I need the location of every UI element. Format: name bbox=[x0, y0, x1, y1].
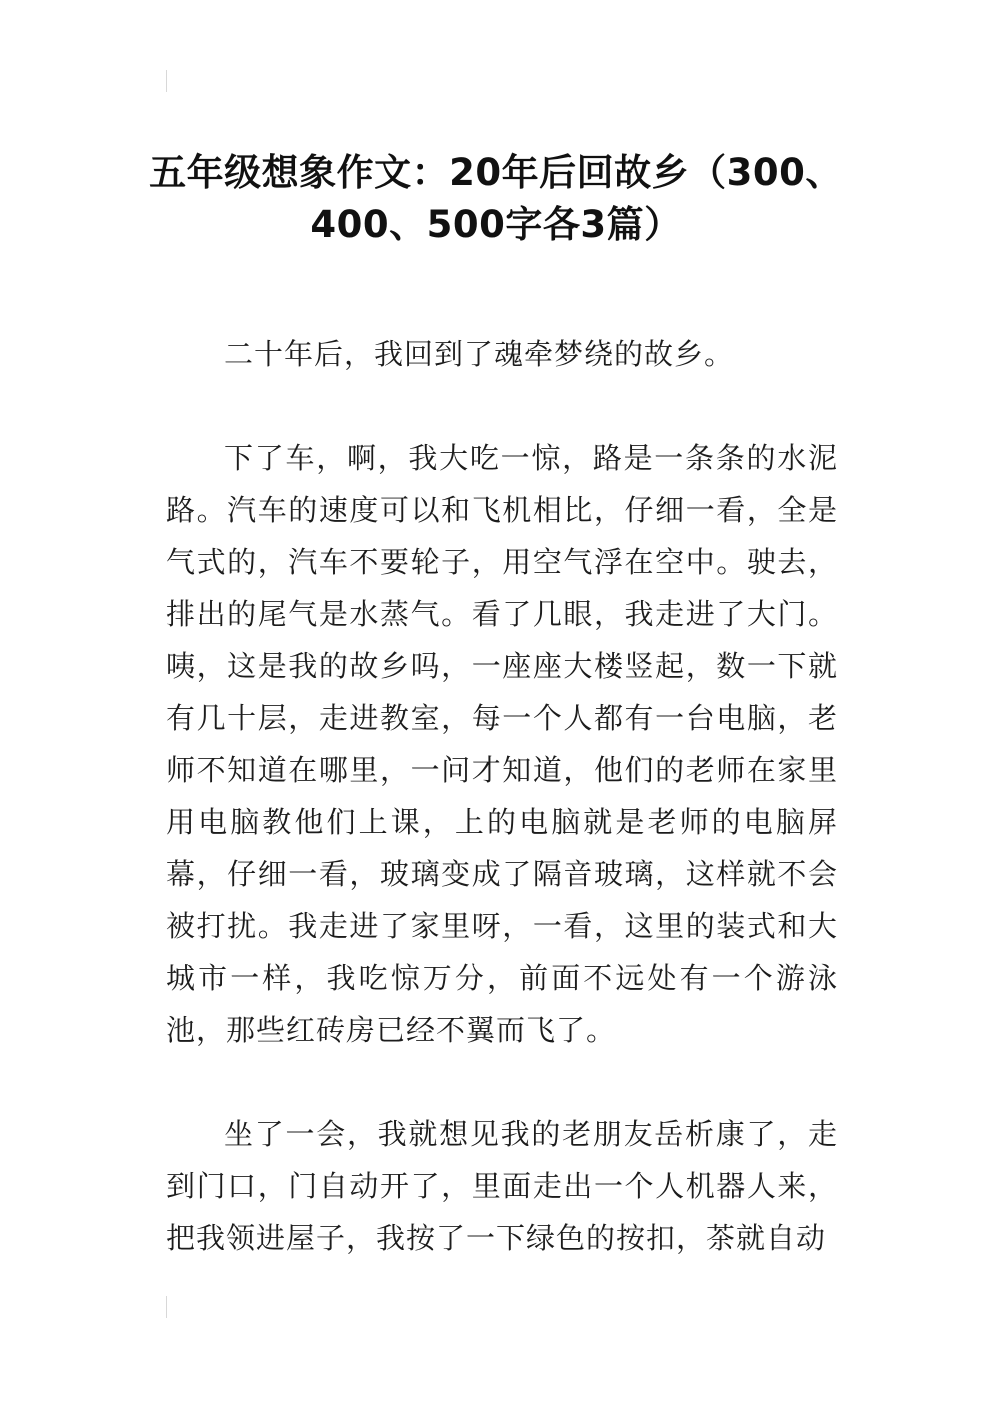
paragraph-2 bbox=[166, 432, 838, 1056]
title-line-1: 五年级想象作文：20年后回故乡（300、 bbox=[149, 150, 843, 194]
paragraph-text: 二十年后，我回到了魂牵梦绕的故乡。 bbox=[224, 337, 735, 371]
title-line-2: 400、500字各3篇） bbox=[310, 202, 682, 246]
paragraph-3 bbox=[166, 1108, 838, 1264]
page-corner-mark-top bbox=[166, 70, 167, 92]
page-corner-mark-bottom bbox=[166, 1296, 167, 1318]
paragraph-1 bbox=[166, 328, 838, 380]
document-title bbox=[0, 147, 992, 251]
paragraph-text: 坐了一会，我就想见我的老朋友岳析康了，走到门口，门自动开了，里面走出一个人机器人来，把我领进屋子，我按了一下绿色的按扣，茶就自动 bbox=[166, 1117, 838, 1255]
paragraph-text: 下了车，啊，我大吃一惊，路是一条条的水泥路。汽车的速度可以和飞机相比，仔细一看，全是气式的，汽车不要轮子，用空气浮在空中。驶去，排出的尾气是水蒸气。看了几眼，我走进了大门。咦，这是我的故乡吗，一座座大楼竖起，数一下就有几十层，走进教室，每一个人都有一台电脑，老师不知道在哪里，一问才知道，他们的老师在家里用电脑教他们上课，上的电脑就是老师的电脑屏幕，仔细一看，玻璃变成了隔音玻璃，这样就不会被打扰。我走进了家里呀，一看，这里的装式和大城市一样，我吃惊万分，前面不远处有一个游泳池，那些红砖房已经不翼而飞了。 bbox=[166, 441, 838, 1047]
